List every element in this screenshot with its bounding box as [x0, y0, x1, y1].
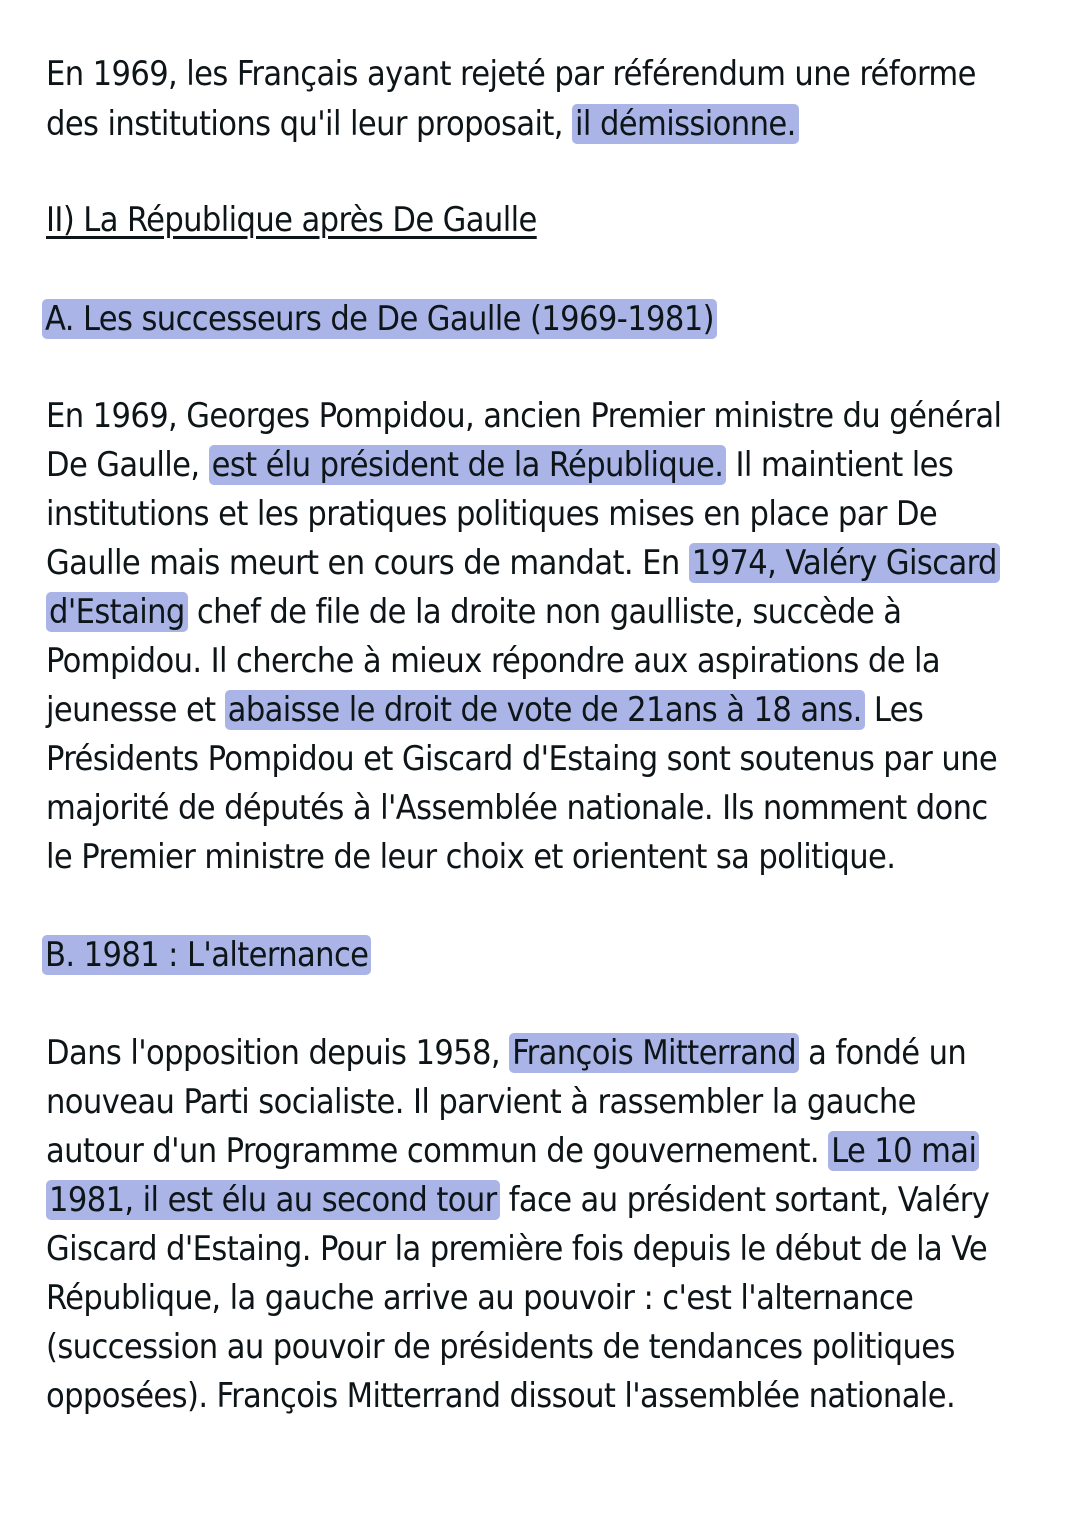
text: En 1969, Georges Pompidou, ancien Premier ministre du général	[46, 396, 1002, 436]
text: En 1969, les Français ayant rejeté par référendum une réforme	[46, 54, 976, 94]
paragraph-line	[46, 392, 1001, 441]
subsection-a-title	[42, 295, 717, 344]
text: jeunesse et	[46, 690, 225, 730]
paragraph-line	[46, 735, 997, 784]
highlight: 1974, Valéry Giscard	[689, 543, 1000, 583]
paragraph-line	[46, 1127, 979, 1176]
highlight: Le 10 mai	[828, 1131, 979, 1171]
text: Les	[864, 690, 924, 730]
paragraph-line	[46, 490, 937, 539]
text: face au président sortant, Valéry	[499, 1180, 990, 1220]
text: Dans l'opposition depuis 1958,	[46, 1033, 510, 1073]
text: République, la gauche arrive au pouvoir : c'est l'alternance	[46, 1278, 914, 1318]
paragraph-line	[46, 441, 953, 490]
text: chef de file de la droite non gaulliste, succède à	[187, 592, 902, 632]
text: institutions et les pratiques politiques mises en place par De	[46, 494, 938, 534]
highlight: abaisse le droit de vote de 21ans à 18 ans.	[225, 690, 865, 730]
text: Gaulle mais meurt en cours de mandat. En	[46, 543, 689, 583]
text: a fondé un	[799, 1033, 967, 1073]
text: Présidents Pompidou et Giscard d'Estaing sont soutenus par une	[46, 739, 998, 779]
paragraph-line	[46, 686, 923, 735]
text: (succession au pouvoir de présidents de tendances politiques	[46, 1327, 955, 1367]
highlight: d'Estaing	[46, 592, 188, 632]
section-title	[46, 196, 537, 245]
highlight: est élu président de la République.	[209, 445, 727, 485]
text: le Premier ministre de leur choix et orientent sa politique.	[46, 837, 896, 877]
text: Il maintient les	[726, 445, 954, 485]
paragraph-line	[46, 1372, 955, 1421]
text: des institutions qu'il leur proposait,	[46, 104, 573, 144]
text: majorité de députés à l'Assemblée nationale. Ils nomment donc	[46, 788, 988, 828]
paragraph-line	[46, 1274, 913, 1323]
highlight: il démissionne.	[572, 104, 799, 144]
paragraph-line	[46, 1225, 987, 1274]
paragraph-line	[46, 1078, 916, 1127]
paragraph-line	[46, 833, 895, 882]
subsection-a-title-text: A. Les successeurs de De Gaulle (1969-1981)	[42, 299, 717, 339]
paragraph-line	[46, 1029, 966, 1078]
text: opposées). François Mitterrand dissout l'assemblée nationale.	[46, 1376, 956, 1416]
text: Giscard d'Estaing. Pour la première fois depuis le début de la Ve	[46, 1229, 988, 1269]
subsection-b-title-text: B. 1981 : L'alternance	[42, 935, 371, 975]
text: autour d'un Programme commun de gouvernement.	[46, 1131, 829, 1171]
paragraph-line	[46, 1176, 989, 1225]
paragraph-line	[46, 784, 988, 833]
subsection-b-title	[42, 931, 371, 980]
paragraph-line	[46, 1323, 955, 1372]
intro-line-2	[46, 100, 799, 149]
highlight: François Mitterrand	[509, 1033, 799, 1073]
paragraph-line	[46, 637, 940, 686]
paragraph-line	[46, 539, 1000, 588]
section-title-text: II) La République après De Gaulle	[46, 200, 537, 240]
highlight: 1981, il est élu au second tour	[46, 1180, 500, 1220]
paragraph-line	[46, 588, 901, 637]
text: nouveau Parti socialiste. Il parvient à rassembler la gauche	[46, 1082, 916, 1122]
text: Pompidou. Il cherche à mieux répondre aux aspirations de la	[46, 641, 941, 681]
text: De Gaulle,	[46, 445, 209, 485]
intro-line-1	[46, 50, 976, 99]
